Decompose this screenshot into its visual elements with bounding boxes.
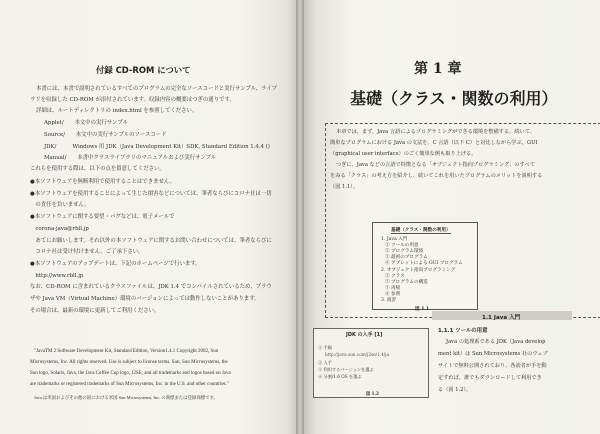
chapter-title: 基礎（クラス・関数の利用） [350,89,558,108]
paragraph-line: これらを使用する際は、以下の点を留意してください。 [30,166,165,172]
paragraph-line: ラリを収録した CD-ROM が添付されています。収録内容の概要はつぎの通りです。 [30,97,235,103]
bullet-line: ●本ソフトウェアを無断利用で使用することはできません。 [30,179,175,185]
legal-line: "JavaTM 2 Software Development Kit, Standard Edition, Version1.4.1 Copyright 2002, Sun [34,349,219,354]
legal-notice [30,345,300,395]
dir-entry-applet: Applet/ 本文中の実行サンプル [44,120,128,126]
section-body-line: Java の処理系である JDK（Java develop [446,339,546,345]
figure-caption: 図 1.1 [415,307,430,312]
diagram-item: 3. 演習 [381,298,397,303]
diagram-item: ③ 再帰 [385,286,401,291]
dir-entry-jdk: JDK/ Windows 用 JDK（Java Development Kit）SDK, Standard Edition 1.4.4 () [44,144,270,150]
jdk-url: http://java.sun.com/j2se/1.4/ja [325,352,389,357]
intro-line: つぎに、Java などの言語で特徴となる「オブジェクト指向プログラミング」のすべて [336,162,535,168]
intro-line: 本章では、まず、Java 言語によるプログラミングができる環境を整備する。続いて、 [336,129,535,135]
bullet-line: ●本ソフトウェアに関する要望・バグなどは、電子メールで [30,214,175,220]
bullet-line: あてにお願いします。それ以外の本ソフトウェアに関するお問い合わせについては、筆者ならびに [30,238,272,244]
jdk-step: ① 手順 [318,345,332,350]
paragraph-line: 詳細は、ルートディレクトリの index.html を参照してください。 [36,108,198,114]
section-body-line: る（図 1.2）。 [438,387,472,393]
diagram-item: ① ツールの用意 [385,243,419,248]
diagram-item: ④ アプレットによる GUI プログラム [385,261,463,266]
dir-entry-manual: Manual/ 本書中クラスライブラリのマニュアルおよび実行サンプル [44,155,217,161]
jdk-figure-caption: 図 1.2 [366,391,379,396]
legal-line: are trademarks or registered trademarks of Sun Microsystems, Inc. in the U.S. and other countries." [30,382,229,387]
diagram-item: ① クラス [385,274,405,279]
section-body-line: 定すれば、誰でもダウンロードして利用でき [438,375,542,381]
paragraph-line: 本書には、本書で説明されているすべてのプログラムの完全なソースコードと実行サンプル、ライブ [36,86,277,92]
diagram-item: ② プログラムの構造 [385,280,428,285]
bullet-line: の責任を負いません。 [30,202,90,208]
jdk-box-title: JDK の入手 [1] [346,332,383,338]
chapter-number: 第 1 章 [414,61,462,77]
bullet-line: ●本ソフトウェアのアップデートは、下記のホームページで行います。 [30,261,201,267]
intro-line: （graphical user interface）のごく簡単な例も取り上げる。 [330,151,477,157]
left-page-title: 付録 CD-ROM について [96,65,191,75]
dir-entry-source: Source/ 本文中の実行サンプルのソースコード [44,132,167,138]
section-title: 1.1 Java 入門 [482,315,521,321]
legal-line: Sun logo, Solaris, Java, the Java Coffee Cup logo, J2SE, and all trademarks and logos based on Java [30,371,231,376]
bullet-line: ●本ソフトウェアを使用することによって生じた損害などについては、筆者ならびにコロナ社は一切 [30,191,272,197]
intro-line: をみる「クラス」の考え方を紹介し、続いてこれを用いたプログラムのメリットを説明する [330,173,543,179]
section-body-line: サイトで無料公開されており、各読者が手を動 [438,363,547,369]
section-body-line: ment kit）は Sun Microsystems 社のウェブ [438,351,548,357]
intro-line: （図 1.1）。 [330,184,359,190]
trademark-note: Java は米国およびその他の国における米国 Sun Microsystems, Inc. の商標または登録商標です。 [34,395,218,400]
book-gutter [296,0,304,434]
jdk-step: ④ 分割/1.6 OS を選ぶ [318,374,362,379]
chapter-overview-diagram [372,222,478,310]
paragraph-line: なお、CD-ROM に含まれているクラスファイルは、JDK 1.4 でコンパイルされているため、ブラウ [30,284,272,290]
paragraph-line: その場合は、最新の環境に更新してご利用ください。 [30,308,160,314]
support-email: corona-java@rbll.jp [30,226,89,232]
paragraph-line: ザや Java VM（Virtual Machine）環境のバージョンによっては動作しないことがあります。 [30,296,260,302]
jdk-step: ② 入手 [318,360,332,365]
intro-line: 簡単なプログラムにおける Java の文法を、C 言語（以下 C）と対比しながら学ぶ。GUI [330,140,538,146]
legal-line: Microsystems, Inc. All rights reserved. Use is subject to license terms. Sun, Sun Microsystems, the [30,360,228,365]
diagram-item: ③ 最初のプログラム [385,255,428,260]
diagram-item: ④ 参照 [385,292,401,297]
diagram-item: 1. Java 入門 [381,237,408,242]
diagram-item: ② プログラム環境 [385,249,424,254]
update-url: http://www.rbll.jp [30,273,84,279]
diagram-item: 2. オブジェクト指向プログラミング [381,268,456,273]
subsection-title: 1.1.1 ツールの用意 [438,328,488,334]
jdk-step: ③ 利用するバージョンを選ぶ [318,367,374,372]
diagram-title: 基礎（クラス・関数の利用） [391,228,451,233]
bullet-line: コロナ社は受け付けません。ご了承下さい。 [30,249,144,255]
